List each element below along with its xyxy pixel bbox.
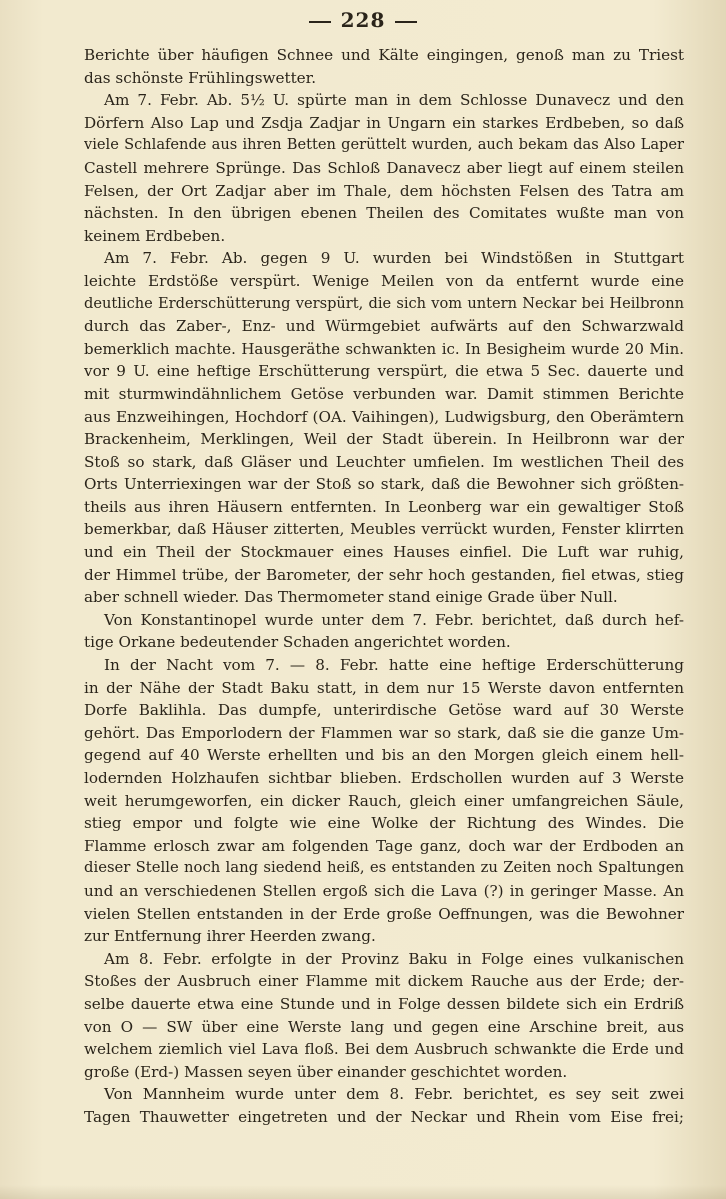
text-line: weit herumgeworfen, ein dicker Rauch, gleich einer umfangreichen Säule,	[84, 791, 684, 810]
text-line: Flamme erlosch zwar am folgenden Tage ganz, doch war der Erdboden an	[84, 836, 684, 855]
text-line: Stoßes der Ausbruch einer Flamme mit dickem Rauche aus der Erde; der-	[84, 972, 684, 991]
paragraph	[84, 948, 684, 1084]
text-line: Von Mannheim wurde unter dem 8. Febr. berichtet, es sey seit zwei	[104, 1085, 684, 1104]
text-line: der Himmel trübe, der Barometer, der sehr hoch gestanden, fiel etwas, stieg	[84, 565, 684, 584]
text-line: stieg empor und folgte wie eine Wolke der Richtung des Windes. Die	[84, 814, 684, 833]
paragraph	[84, 654, 684, 948]
text-line: Tagen Thauwetter eingetreten und der Neckar und Rhein vom Eise frei;	[84, 1107, 684, 1126]
text-line: von O — SW über eine Werste lang und gegen eine Arschine breit, aus	[84, 1017, 684, 1036]
text-line: vor 9 U. eine heftige Erschütterung verspürt, die etwa 5 Sec. dauerte und	[84, 362, 684, 381]
text-line: viele Schlafende aus ihren Betten gerüttelt wurden, auch bekam das Also Laper	[84, 136, 684, 154]
text-line: deutliche Erderschütterung verspürt, die sich vom untern Neckar bei Heilbronn	[84, 294, 684, 312]
text-line: bemerklich machte. Hausgeräthe schwankten ic. In Besigheim wurde 20 Min.	[84, 339, 684, 358]
text-line: das schönste Frühlingswetter.	[84, 68, 317, 87]
text-line: Brackenheim, Merklingen, Weil der Stadt überein. In Heilbronn war der	[84, 430, 684, 449]
text-line: theils aus ihren Häusern entfernten. In Leonberg war ein gewaltiger Stoß	[84, 497, 684, 516]
text-line: zur Entfernung ihrer Heerden zwang.	[84, 927, 376, 946]
text-line: und an verschiedenen Stellen ergoß sich die Lava (?) in geringer Masse. An	[84, 881, 684, 900]
text-line: aus Enzweihingen, Hochdorf (OA. Vaihingen), Ludwigsburg, den Oberämtern	[84, 407, 684, 426]
text-line: In der Nacht vom 7. — 8. Febr. hatte eine heftige Erderschütterung	[104, 656, 684, 675]
text-line: vielen Stellen entstanden in der Erde große Oeffnungen, was die Bewohner	[84, 904, 684, 923]
text-line: aber schnell wieder. Das Thermometer stand einige Grade über Null.	[84, 588, 618, 607]
text-line: gegend auf 40 Werste erhellten und bis an den Morgen gleich einem hell-	[84, 746, 684, 765]
text-line: Am 8. Febr. erfolgte in der Provinz Baku in Folge eines vulkanischen	[104, 949, 684, 968]
text-line: und ein Theil der Stockmauer eines Hauses einfiel. Die Luft war ruhig,	[84, 543, 684, 562]
text-line: nächsten. In den übrigen ebenen Theilen des Comitates wußte man von	[84, 204, 684, 223]
header-dash-right	[395, 21, 417, 23]
text-line: Castell mehrere Sprünge. Das Schloß Danavecz aber liegt auf einem steilen	[84, 158, 684, 177]
text-line: bemerkbar, daß Häuser zitterten, Meubles verrückt wurden, Fenster klirrten	[84, 520, 684, 539]
text-line: Am 7. Febr. Ab. 5½ U. spürte man in dem Schlosse Dunavecz und den	[104, 91, 684, 110]
paragraph	[84, 1083, 684, 1128]
text-line: welchem ziemlich viel Lava floß. Bei dem Ausbruch schwankte die Erde und	[84, 1040, 684, 1059]
text-line: selbe dauerte etwa eine Stunde und in Folge dessen bildete sich ein Erdriß	[84, 994, 684, 1013]
paragraph	[84, 247, 684, 609]
page-header	[0, 8, 726, 32]
text-line: Berichte über häufigen Schnee und Kälte eingingen, genoß man zu Triest	[84, 46, 684, 64]
text-line: durch das Zaber-, Enz- und Würmgebiet aufwärts auf den Schwarzwald	[84, 317, 684, 336]
paragraph	[84, 44, 684, 89]
text-line: mit sturmwindähnlichem Getöse verbunden war. Damit stimmen Berichte	[84, 384, 684, 403]
text-line: tige Orkane bedeutender Schaden angerichtet worden.	[84, 633, 511, 652]
text-line: Orts Unterriexingen war der Stoß so stark, daß die Bewohner sich größten-	[84, 475, 684, 494]
text-line: keinem Erdbeben.	[84, 226, 226, 245]
page-number: 228	[340, 8, 386, 32]
page-bottom-edge	[0, 1185, 726, 1199]
text-line: große (Erd-) Massen seyen über einander geschichtet worden.	[84, 1062, 568, 1081]
text-line: Felsen, der Ort Zadjar aber im Thale, dem höchsten Felsen des Tatra am	[84, 181, 684, 200]
text-line: Stoß so stark, daß Gläser und Leuchter umfielen. Im westlichen Theil des	[84, 452, 684, 471]
text-line: dieser Stelle noch lang siedend heiß, es entstanden zu Zeiten noch Spaltungen	[84, 859, 684, 877]
text-line: Am 7. Febr. Ab. gegen 9 U. wurden bei Windstößen in Stuttgart	[104, 249, 684, 268]
text-line: lodernden Holzhaufen sichtbar blieben. Erdschollen wurden auf 3 Werste	[84, 769, 684, 787]
text-body	[84, 44, 684, 1129]
paragraph	[84, 89, 684, 247]
paragraph	[84, 609, 684, 654]
text-line: in der Nähe der Stadt Baku statt, in dem nur 15 Werste davon entfernten	[84, 678, 684, 697]
text-line: leichte Erdstöße verspürt. Wenige Meilen von da entfernt wurde eine	[84, 271, 684, 290]
text-line: gehört. Das Emporlodern der Flammen war so stark, daß sie die ganze Um-	[84, 723, 684, 742]
text-line: Dörfern Also Lap und Zsdja Zadjar in Ungarn ein starkes Erdbeben, so daß	[84, 113, 684, 132]
text-line: Dorfe Baklihla. Das dumpfe, unterirdische Getöse ward auf 30 Werste	[84, 701, 684, 720]
header-dash-left	[309, 21, 331, 23]
text-line: Von Konstantinopel wurde unter dem 7. Febr. berichtet, daß durch hef-	[104, 610, 684, 629]
